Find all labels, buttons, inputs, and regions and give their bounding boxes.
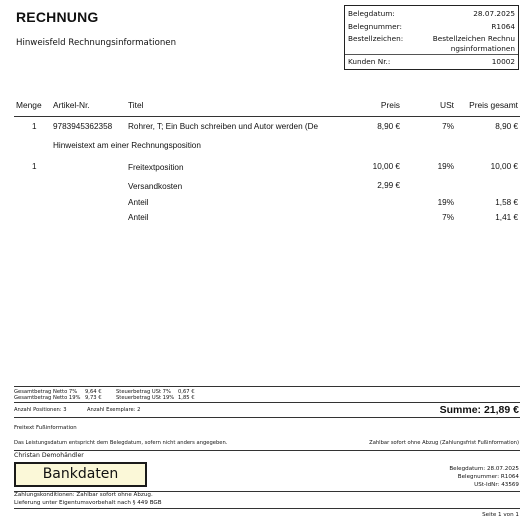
totals-top-divider [14,386,520,387]
row1-gesamt: 8,90 € [495,122,518,131]
row2-menge: 1 [32,162,37,171]
bestellzeichen-value-2: ngsinformationen [450,44,515,53]
document-title: RECHNUNG [16,9,99,25]
bestellzeichen-value-1: Bestellzeichen Rechnu [432,34,515,43]
hinweis-field: Hinweisfeld Rechnungsinformationen [16,38,177,48]
meta-divider [345,54,518,55]
footer-ustid: USt-IdNr: 43569 [474,482,519,488]
belegnummer-label: Belegnummer: [348,22,402,31]
eigentumsvorbehalt: Lieferung unter Eigentumsvorbehalt nach § 449 BGB [14,500,162,506]
col-header-gesamt: Preis gesamt [469,100,518,110]
bankdaten-box: Bankdaten [14,462,147,487]
anteil-19-ust: 19% [437,198,454,207]
page-bottom-divider [14,508,520,509]
col-header-preis: Preis [380,100,400,110]
kunden-value: 10002 [491,57,515,66]
row1-titel: Rohrer, T; Ein Buch schreiben und Autor werden (De [128,122,319,131]
footer-divider [14,450,520,451]
anzahl-exemplare: Anzahl Exemplare: 2 [87,407,141,413]
netto19-label: Gesamtbetrag Netto 19% [14,395,81,401]
anteil-7-gesamt: 1,41 € [495,213,518,222]
anteil-19-label: Anteil [128,198,149,207]
footer-belegnummer: Belegnummer: R1064 [457,474,519,480]
row2-gesamt: 10,00 € [490,162,518,171]
col-header-titel: Titel [128,100,144,110]
table-header-divider [14,116,520,117]
row1-ust: 7% [442,122,454,131]
anteil-19-gesamt: 1,58 € [495,198,518,207]
meta-bestellzeichen [348,34,515,54]
col-header-artikel: Artikel-Nr. [53,100,90,110]
summe-total: Summe: 21,89 € [439,404,519,416]
netto19-value: 9,73 € [85,395,102,401]
row2-preis: 10,00 € [372,162,400,171]
belegdatum-value: 28.07.2025 [473,9,515,18]
steuer7-label: Steuerbetrag USt 7% [116,389,171,395]
row1-menge: 1 [32,122,37,131]
anzahl-positionen: Anzahl Positionen: 3 [14,407,67,413]
kunden-label: Kunden Nr.: [348,57,391,66]
col-header-ust: USt [440,100,454,110]
freitext-fuss: Freitext Fußinformation [14,425,77,431]
meta-box [344,5,519,70]
steuer19-value: 1,85 € [178,395,195,401]
position-hinweis: Hinweistext am einer Rechnungsposition [53,141,201,150]
footer-belegdatum: Belegdatum: 28.07.2025 [449,466,519,472]
anteil-7-ust: 7% [442,213,454,222]
belegdatum-label: Belegdatum: [348,9,395,18]
steuer7-value: 0,67 € [178,389,195,395]
steuer19-label: Steuerbetrag USt 19% [116,395,175,401]
anteil-7-label: Anteil [128,213,149,222]
haendler-name: Christan Demohändler [14,452,84,459]
totals-mid-divider [14,402,520,403]
row1-artikel: 9783945362358 [53,122,113,131]
zahlbar-hinweis: Zahlbar sofort ohne Abzug (Zahlungsfrist Fußinformation) [369,440,519,446]
row2-ust: 19% [437,162,454,171]
belegnummer-value: R1064 [491,22,515,31]
zahlungskonditionen: Zahlungskonditionen: Zahlbar sofort ohne Abzug. [14,492,153,498]
leistungsdatum-hinweis: Das Leistungsdatum entspricht dem Belegdatum, sofern nicht anders angegeben. [14,440,228,446]
bestellzeichen-label: Bestellzeichen: [348,34,404,43]
page-number: Seite 1 von 1 [482,512,519,518]
col-header-menge: Menge [16,100,42,110]
totals-bottom-divider [14,417,520,418]
versandkosten-label: Versandkosten [128,182,183,191]
row2-titel: Freitextposition [128,163,184,172]
netto7-value: 9,64 € [85,389,102,395]
versandkosten-preis: 2,99 € [377,181,400,190]
netto7-label: Gesamtbetrag Netto 7% [14,389,78,395]
row1-preis: 8,90 € [377,122,400,131]
